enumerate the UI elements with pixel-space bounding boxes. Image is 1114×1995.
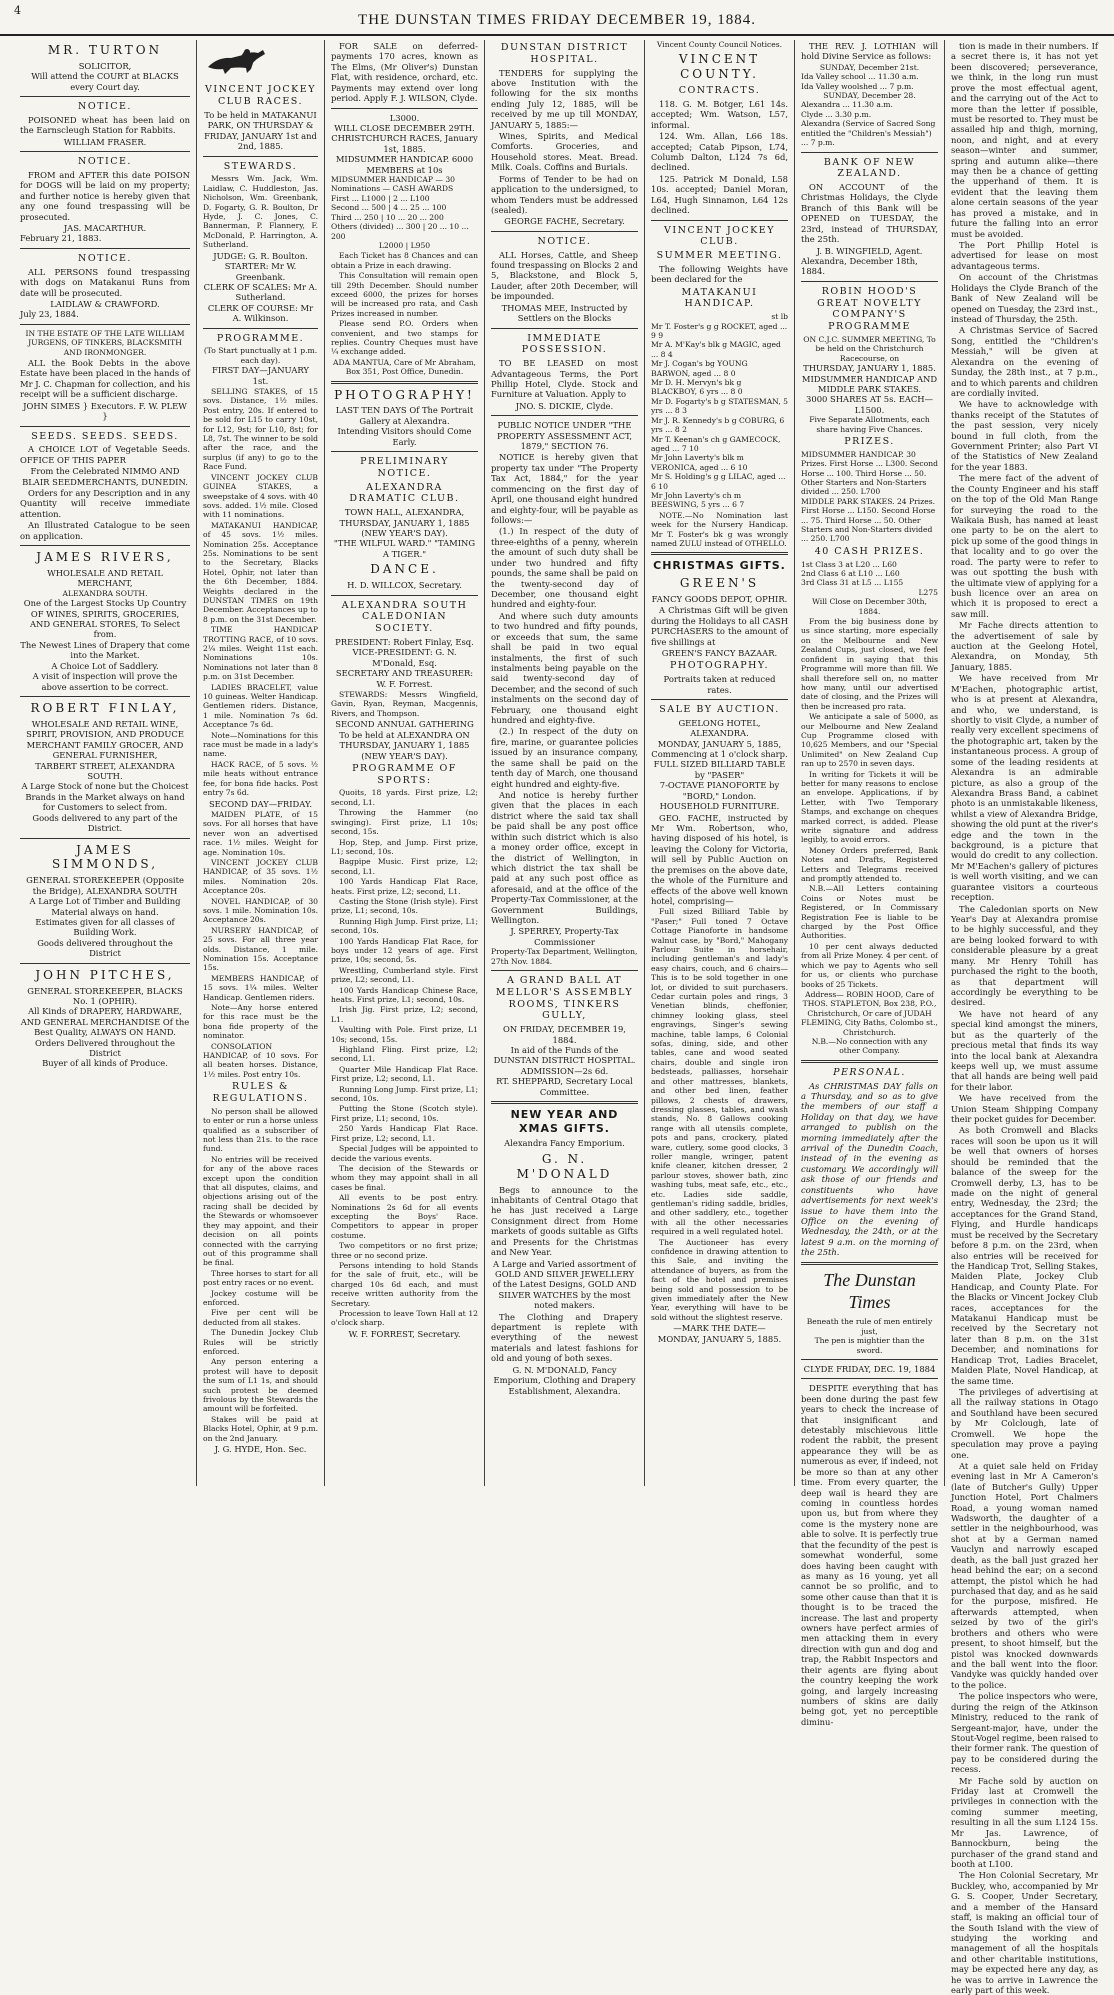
sunday-2: SUNDAY, December 28.	[823, 91, 916, 101]
turton-text: Will attend the COURT at BLACKS every Court day.	[31, 71, 179, 92]
rules-head: RULES & REGULATIONS.	[212, 1081, 309, 1105]
simmonds-estimates: Estimates given for all classes of Building Work.	[35, 916, 175, 938]
news-paragraph: The Port Phillip Hotel is advertised for lease on most advantageous terms.	[951, 240, 1098, 271]
news-paragraph: The mere fact of the advent of the County Engineer and his staff on the top of the Old Man Range for surveying the road to the Waikaia Bush, has named at least one party to be on the alert to pick up some of the good things in that locality and to go over the road. The party were to refer to was out spotting the bush with the ultimate view of applying for a bush licence over an area on which it is proposed to erect a saw mill.	[951, 473, 1098, 619]
day-2-head: SECOND DAY—FRIDAY.	[208, 798, 313, 809]
cal-vice: VICE-PRESIDENT: G. N. M'Donald, Esq.	[352, 647, 457, 668]
members-handicap: MEMBERS HANDICAP, of 15 sovs. 1¼ miles. Welter Handicap. Gentlemen riders.	[203, 973, 318, 1002]
finlay-name: ROBERT FINLAY,	[30, 701, 180, 715]
sport-11: Irish Jig. First prize, L2; second, L1.	[331, 1005, 478, 1024]
sweep-race: CHRISTCHURCH RACES, January 1st, 1885.	[331, 133, 478, 154]
weight-row: Mr D. Fogarty's b g STATESMAN, 5 yrs ... 8 3	[651, 396, 789, 416]
xmas-sign: G. N. M'DONALD, Fancy Emporium, Clothing and Drapery Establishment, Alexandra.	[493, 1364, 636, 1396]
weight-row: Mr S. Holding's g g LILAC, aged ... 6 10	[651, 472, 786, 491]
cal-sign: W. F. FORREST, Secretary.	[348, 1328, 461, 1339]
rivers-saddlery: A Choice Lot of Saddlery.	[51, 660, 159, 671]
dramatic-sign: H. D. WILLCOX, Secretary.	[347, 580, 462, 591]
cal-second: SECOND ANNUAL GATHERING To be held at ALEXANDRA ON THURSDAY, JANUARY 1, 1885 (NEW YEAR'S DAY).	[335, 719, 474, 761]
cal-judges: Special Judges will be appointed to decide the various events.	[331, 1144, 478, 1163]
page-number: 4	[14, 4, 21, 17]
xmas-emporium: Alexandra Fancy Emporium.	[504, 1138, 625, 1149]
dance: DANCE.	[370, 562, 439, 577]
town-hall: TOWN HALL, ALEXANDRA, THURSDAY, JANUARY 1, 1885 (NEW YEAR'S DAY).	[339, 507, 470, 539]
rule-1: No person shall be allowed to enter or run a horse unless qualified as a subscriber of not less than 21s. to the race fund.	[203, 1106, 318, 1154]
service-row: Alexandra ... 11.30 a.m.	[801, 100, 893, 110]
robin-allotments: Five Separate Allotments, each share having Five Chances.	[809, 415, 930, 434]
photo-sub: LAST TEN DAYS Of The Portrait Gallery at Alexandra.	[335, 405, 474, 426]
clerk-course: CLERK OF COURSE: Mr A. Wilkinson.	[207, 302, 314, 324]
simmonds-text: A Large Lot of Timber and Building Material always on hand.	[29, 896, 181, 917]
robin-text: From the big business done by us since starting, more especially on the Melbourne and New Zealand Cups, just closed, we feel confident in saying that this Programme will more than fill. We shall therefore sell on, no matter how many, until our advertised date of closing, and the Prizes will then be increased pro rata.	[801, 617, 938, 711]
robin-head: ROBIN HOOD'S GREAT NOVELTY COMPANY'S PROGRAMME	[817, 285, 922, 333]
fache-list: Full sized Billiard Table by "Paser;" Full toned 7 Octave Cottage Pianoforte in handsome walnut case, by "Bord," Mahogany Parlour Suite in horsehair, including gentleman's and lady's easy chairs, couch, and 6 chairs—This is to be sold together in one lot, or divided to suit purchasers. Cedar curtain poles and rings, 3 Venetian blinds, cheffonier, chimney looking glass, steel engravings, Singer's sewing machine, table lamps, 6 Colonial sofas, dining, side, and other tables, cane and wood seated chairs, double and single iron bedsteads, palliasses, horsehair and other mattresses, blankets, and other bed linen, feather pillows, 2 chests of drawers, dressing glasses, tables, and wash stands, No. 8 Gallows cooking range with all utensils complete, pots and pans, crockery, plated ware, cutlery, some good clocks, 3 roller mangle, wringer, patent knife cleaner, kitchen dresser, 2 parlour stoves, shower bath, zinc washing tubs, meat safe, etc., etc., etc. Ladies side saddle, gentleman's riding saddle, bridles, and other saddlery, etc., together with all the other necessaries required in a well regulated hotel.	[651, 907, 788, 1237]
pitches-name: JOHN PITCHES,	[35, 967, 175, 982]
personal-head: PERSONAL.	[833, 1066, 906, 1078]
simmonds-goods: Goods delivered throughout the District	[37, 937, 173, 959]
rule-5: Five per cent will be deducted from all stakes.	[203, 1308, 318, 1327]
rivers-text: One of the Largest Stocks Up Country OF WINES, SPIRITS, GROCERIES, AND GENERAL STORES, To Select from.	[23, 598, 187, 640]
news-paragraph: We have received from Mr M'Eachen, photographic artist, who is at present at Alexandra, and who, we understand, is shortly to visit Clyde, a number of really very excellent specimens of the photographic art, taken by the instantaneous process. A group of some of the leading residents at Alexandra is an admirable picture, as also a group of the Alexandra Brass Band, a cabinet photo is an unmistakable likeness, whilst a view of Alexandra Bridge, showing the old punt at the river's edge and the town in the background, is a picture that would do credit to any collection. Mr M'Eachen's gallery of pictures is well worth visiting, and we can guarantee visitors a courteous reception.	[951, 673, 1098, 903]
selling-stakes: SELLING STAKES, of 15 sovs. Distance, 1½ miles. Post entry, 20s. If entered to be sold for L15 to carry 10st, for L12, 9st; for L10, 8st; for L8, 7st. The winner to be sold after the race, and the surplus (if any) to go to the Race Fund.	[203, 387, 318, 472]
day-1-head: FIRST DAY—JANUARY 1st.	[212, 365, 309, 386]
robin-writing: In writing for Tickets it will be better for many reasons to enclose an envelope. Applications, if by Letter, with Two Temporary Stamps, and exchange on cheques marked correct, is added. Please write signature and address legibly, to avoid errors.	[801, 769, 938, 845]
notice-2-text: FROM and AFTER this date POISON for DOGS will be laid on my property; and further notice is hereby given that any one found trespassing will be prosecuted.	[20, 169, 190, 222]
weight-row: Mr J. Cogan's bg YOUNG BARWON, aged ... 8 0	[651, 359, 748, 378]
photography-text: Portraits taken at reduced rates.	[663, 674, 776, 695]
service-row: Ida Valley school ... 11.30 a.m.	[801, 72, 919, 82]
service-row: Ida Valley woolshed ... 7 p.m.	[801, 81, 914, 91]
sport-13: Highland Fling. First prize, L2; second, L1.	[331, 1045, 478, 1064]
rivers-name: JAMES RIVERS,	[36, 550, 174, 565]
sweep-sign: ADA MANTUA, Care of Mr Abraham, Box 351, Post Office, Dunedin.	[333, 357, 476, 377]
news-paragraph: The privileges of advertising at all the railway stations in Otago and Southland have been secured by Mr Colclough, late of Cromwell. We hope the speculation may prove a paying one.	[951, 1387, 1098, 1460]
notice-1-text: POISONED wheat has been laid on the Earnscleugh Station for Rabbits.	[20, 114, 190, 136]
sport-15: Running Long Jump. First prize, L1; second, 10s.	[331, 1084, 478, 1104]
contracts-head: CONTRACTS.	[678, 85, 761, 97]
robin-shares: 3000 SHARES AT 5s. EACH—L1500.	[806, 394, 933, 415]
motto-1: Beneath the rule of men entirely just,	[806, 1317, 933, 1336]
vincent-county-head: VINCENT COUNTY.	[678, 52, 761, 82]
vjc-head: VINCENT JOCKEY CLUB.	[664, 224, 775, 248]
weight-row: Mr J. R. Kennedy's b g COBURG, 6 yrs ... 8 2	[651, 415, 785, 435]
turton-name: MR. TURTON	[47, 43, 163, 57]
weight-row: Mr A. M'Kay's blk g MAGIC, aged ... 8 4	[651, 340, 781, 359]
newspaper-columns	[14, 40, 1104, 1995]
column-7	[944, 40, 1104, 1995]
weight-row: Mr John Laverty's blk m VERONICA, aged ... 6 10	[651, 453, 748, 472]
notice-3-sign: LAIDLAW & CRAWFORD.	[50, 298, 160, 309]
xmas-name: G. N. M'DONALD	[516, 1151, 613, 1181]
cal-president: PRESIDENT: Robert Finlay, Esq.	[335, 636, 474, 647]
pitches-buyer: Buyer of all kinds of Produce.	[42, 1058, 168, 1069]
robin-middle-park-prizes: MIDDLE PARK STAKES. 24 Prizes. First Horse ... L150. Second Horse ... 75. Third Horse ... 50. Other Starters and Non-Starters divided ... 250. L700	[801, 496, 936, 544]
sweep-first: First ... L1000 | 2 ... L100	[331, 193, 430, 203]
service-row: Alexandra (Service of Sacred Song entitled the "Children's Messiah") ... 7 p.m.	[801, 119, 936, 148]
bank-head: BANK OF NEW ZEALAND.	[823, 156, 916, 180]
sport-4: Bagpipe Music. First prize, L2; second, L1.	[331, 857, 478, 876]
weights-intro: The following Weights have been declared for the	[651, 263, 788, 285]
column-4	[484, 40, 644, 1486]
robin-cash-row: 2nd Class 6 at L10 ... L60	[801, 569, 900, 579]
weight-row: Mr T. Foster's g g ROCKET, aged ... 9 9	[651, 321, 788, 341]
news-paragraph: At a quiet sale held on Friday evening last in Mr A Cameron's (late of Butcher's Gully) Upper Junction Hotel, Port Chalmers Road, a young woman named Wadsworth, the daughter of a settler in the neighbourhood, was shot at by a German named Vauclyn and narrowly escaped death, as the ball just grazed her head behind the ear; on a second attempt, the pistol which he had purchased that day, and as he said for the purpose, misfired. He afterwards attempted, when seized by two of the girl's brothers and others who were present, to shoot himself, but the pistol was knocked downwards and the ball went into the floor. Vandyke was quickly handed over to the police.	[951, 1460, 1098, 1690]
possession-sign: JNO. S. DICKIE, Clyde.	[515, 400, 614, 411]
sport-9: Wrestling, Cumberland style. First prize, L2; second, L1.	[331, 965, 478, 985]
pitches-orders: Orders Delivered throughout the District	[35, 1037, 175, 1059]
clerk-scales: CLERK OF SCALES: Mr A. Sutherland.	[203, 281, 318, 303]
sweep-second: Second ... 500 | 4 ... 25 ... 100	[331, 203, 447, 213]
notice-3-head: NOTICE.	[78, 252, 132, 264]
finlay-text: A Large Stock of none but the Choicest Brands in the Market always on hand for Customers to select from.	[21, 781, 189, 813]
news-paragraph: Mr Fache sold by auction on Friday last at Cromwell the privileges in connection with the coming summer meeting, resulting in all the sum L124 15s. Mr Jas. Lawrence, of Bannockburn, being the purchaser of the grand stand and booth at L100.	[951, 1775, 1098, 1869]
cal-competitors: Two competitors or no first prize; three or no second prize.	[331, 1241, 478, 1260]
trespass-head: NOTICE.	[537, 235, 592, 247]
seeds-head: SEEDS. SEEDS. SEEDS.	[31, 430, 179, 442]
dramatic-club: ALEXANDRA DRAMATIC CLUB.	[349, 481, 460, 505]
sweep-amount: L3000.	[389, 112, 420, 123]
seeds-from: From the Celebrated NIMMO AND BLAIR SEEDMERCHANTS, DUNEDIN.	[22, 466, 188, 487]
hospital-items: Wines, Spirits, and Medical Comforts. Groceries, and Household stores. Meat. Bread. Milk. Coals. Coffins and Burials.	[491, 131, 638, 173]
notice-3-date: July 23, 1884.	[20, 309, 79, 320]
vjc-sign: J. G. HYDE, Hon. Sec.	[214, 1444, 307, 1455]
vjc-races-head: VINCENT JOCKEY CLUB RACES.	[205, 84, 316, 108]
prelim-notice: PRELIMINARY NOTICE.	[360, 456, 449, 479]
sport-5: 100 Yards Handicap Flat Race, heats. First prize, L2; second, L1.	[331, 877, 478, 896]
news-paragraph: The Caledonian sports on New Year's Day at Alexandra promise to be highly successful, and they are being looked forward to with considerable pleasure by a great many. Mr Henry Tohill has purchased the right to the booth, as that department will accordingly be everything to be desired.	[951, 903, 1098, 1008]
trespass-text: ALL Horses, Cattle, and Sheep found trespassing on Blocks 2 and 5, Blackstone, and Block 5, Lauder, after 20th December, will be impounded.	[491, 249, 638, 302]
notice-3-text: ALL PERSONS found trespassing with dogs on Matakanui Runs from date will be prosecuted.	[20, 266, 190, 298]
page-title: THE DUNSTAN TIMES FRIDAY DECEMBER 19, 1884.	[358, 12, 756, 28]
grand-ball-sign: RT. SHEPPARD, Secretary Local Committee.	[496, 1076, 633, 1097]
robin-money: Money Orders preferred, Bank Notes and Drafts, Registered Letters and Telegrams received and promptly attended to.	[801, 845, 938, 884]
robin-nb-2: N.B.—No connection with any other Company.	[811, 1036, 928, 1056]
sweep-total: L2000 | L950	[378, 240, 431, 250]
notice-1-head: NOTICE.	[78, 101, 132, 113]
weight-row: Mr John Laverty's ch m BEESWING, 5 yrs ... 6 7	[651, 490, 745, 510]
vjc-held: To be held in MATAKANUI PARK, ON THURSDAY & FRIDAY, JANUARY 1st and 2nd, 1885.	[204, 109, 317, 152]
column-2	[196, 40, 324, 1486]
contract-1: 118. G. M. Botger, L61 14s. accepted; Wm. Watson, L57, informal.	[651, 98, 788, 130]
novel-handicap: NOVEL HANDICAP, of 30 sovs. 1 mile. Nomination 10s. Acceptance 20s.	[203, 896, 318, 925]
hospital-text: TENDERS for supplying the above Institution with the following for the six months ending July 12, 1885, will be received by me up till MONDAY, JANUARY 5, 1885:—	[491, 67, 638, 130]
sport-7: Running High Jump. First prize, L1; second, 10s.	[331, 916, 478, 936]
grand-ball-aid: In aid of the Funds of the DUNSTAN DISTRICT HOSPITAL.	[493, 1045, 636, 1066]
sport-2: Throwing the Hammer (no swinging). First prize, L1 10s; second, 15s.	[331, 808, 478, 837]
consolation-handicap: CONSOLATION HANDICAP, of 10 sovs. For all beaten horses. Distance, 1½ miles. Post entry 10s.	[203, 1041, 318, 1079]
sweep-consult: This Consultation will remain open till 29th December. Should number exceed 6000, the prizes for horses will be increased pro rata, and Cash Prizes increased in number.	[331, 271, 478, 318]
news-paragraph: Mr Fache directs attention to the advertisement of sale by auction at the Geelong Hotel, Alexandra, on Monday, 5th January, 1885.	[951, 620, 1098, 672]
xmas-gifts-head: NEW YEAR AND XMAS GIFTS.	[510, 1108, 619, 1135]
hack-race: HACK RACE, of 5 sovs. ½ mile heats without entrance fee, for bona fide hacks. Post entry 7s 6d.	[203, 759, 318, 798]
seeds-orders: Orders for any Description and in any Quantity will receive immediate attention.	[20, 487, 190, 519]
guinea-stakes: VINCENT JOCKEY CLUB GUINEA STAKES, a sweepstake of 4 sovs. with 40 sovs. added. 1½ mile. Closed with 11 nominations.	[203, 472, 318, 520]
public-notice-2: And where such duty amounts to two hundred and fifty pounds, or exceeds that sum, the same shall be paid in two equal instalments, the first of such instalments being payable on the said twenty-second day of December, and the second of such instalments on the second day of February, one thousand eight hundred and eighty-five.	[491, 610, 638, 726]
bank-text: ON ACCOUNT of the Christmas Holidays, the Clyde Branch of this Bank will be OPENED on TUESDAY, the 23rd, instead of THURSDAY, the 25th.	[801, 182, 938, 245]
rivers-trade: WHOLESALE AND RETAIL MERCHANT,	[47, 567, 163, 589]
finlay-place: TARBERT STREET, ALEXANDRA SOUTH.	[35, 760, 175, 781]
seeds-catalogue: An Illustrated Catalogue to be seen on application.	[20, 520, 190, 541]
simmonds-name: JAMES SIMMONDS,	[51, 842, 159, 872]
sweep-closes: WILL CLOSE DECEMBER 29TH.	[334, 122, 475, 133]
note-2: Note—Any horse entered for this race must be the bona fide property of the nominator.	[203, 1003, 318, 1041]
vjc-handicap: VINCENT JOCKEY CLUB HANDICAP, of 35 sovs. 1½ miles. Nomination 20s. Acceptance 20s.	[203, 857, 318, 896]
motto-2: The pen is mightier than the sword.	[814, 1336, 925, 1355]
greens-bazaar: GREEN'S FANCY BAZAAR.	[661, 648, 778, 658]
grand-ball-admission: ADMISSION—2s 6d.	[520, 1065, 609, 1076]
robin-midsummer: MIDSUMMER HANDICAP AND MIDDLE PARK STAKES.	[801, 373, 938, 394]
sport-12: Vaulting with Pole. First prize, L1 10s; second, 15s.	[331, 1025, 478, 1044]
sweep-chance: Each Ticket has 8 Chances and can obtain a Prize in each drawing.	[331, 251, 478, 270]
public-notice-text: NOTICE is hereby given that property tax under "The Property Tax Act, 1884," for the year commencing on the first day of April, one thousand eight hundred and eighty-four, will be payable as follows:—	[491, 452, 638, 526]
lothian-head: THE REV. J. LOTHIAN will hold Divine Service as follows:	[801, 41, 938, 62]
possession-text: TO BE LEASED on most Advantageous Terms, the Port Phillip Hotel, Clyde. Stock and Furniture at Valuation. Apply to	[491, 358, 638, 400]
auction-head: SALE BY AUCTION.	[659, 704, 780, 716]
pitches-kinds: All Kinds of DRAPERY, HARDWARE, AND GENERAL MERCHANDISE Of the Best Quality, ALWAYS ON HAND.	[20, 1006, 190, 1038]
final-date: MONDAY, JANUARY 5, 1885.	[657, 1333, 782, 1344]
cal-stewards-final: The decision of the Stewards or whom they may appoint shall in all cases be final.	[331, 1163, 478, 1192]
sweep-send: Please send P.O. Orders when convenient, and two stamps for replies. Country Cheques must have ¼ exchange added.	[331, 319, 478, 357]
grand-ball-head: A GRAND BALL AT MELLOR'S ASSEMBLY ROOMS, TINKERS GULLY,	[495, 975, 634, 1022]
greens-head: GREEN'S	[679, 576, 760, 591]
robin-cash-row: 3rd Class 31 at L5 ... L155	[801, 578, 904, 588]
judge: JUDGE: G. R. Boulton.	[213, 250, 308, 261]
notice-2-head: NOTICE.	[78, 156, 132, 168]
public-notice-dept: Property-Tax Department, Wellington, 27th Nov. 1884.	[491, 947, 638, 966]
auction-date: MONDAY, JANUARY 5, 1885,	[657, 738, 782, 749]
sweep-third: Third ... 250 | 10 ... 20 ... 200	[331, 212, 444, 222]
rule-2: No entries will be received for any of the above races except upon the condition that all disputes, claims, and objections arising out of the racing shall be decided by the Stewards or whomsoever they may appoint, and their decision on all points connected with the carrying out of this programme shall be final.	[203, 1154, 318, 1268]
news-paragraph: tion is made in their numbers. If a secret there is, it has not yet been discovered; perseverance, we think, in the long run must prove the most effectual agent, and the carrying out of the Act to more than the letter if possible, must be resorted to. They must be assailed hip and thigh, morning, noon, and night, and at every season—winter and summer, spring and autumn alike—there may then be a chance of getting the upperhand of them. It is evident that the leaving them alone certain seasons of the year has proved a mistake, and in future the falling into an error must be avoided.	[951, 41, 1098, 239]
robin-prizes: PRIZES.	[844, 436, 895, 448]
hospital-forms: Forms of Tender to be had on application to the undersigned, to whom Tenders must be addressed (sealed).	[491, 173, 638, 216]
robin-on: ON C.J.C. SUMMER MEETING, To be held on the Christchurch Racecourse, on	[803, 334, 936, 363]
weight-row: Mr T. Keenan's ch g GAMECOCK, aged ... 7 10	[651, 434, 781, 453]
sport-6: Casting the Stone (Irish style). First prize, L1; second, 10s.	[331, 896, 478, 916]
robin-cash-head: 40 CASH PRIZES.	[814, 545, 925, 557]
bank-date: Alexandra, December 18th, 1884.	[801, 255, 918, 277]
public-notice-1: (1.) In respect of the duty of three-eighths of a penny, wherein the amount of such duty shall be under two hundred and fifty pounds, the same shall be paid on the twenty-second day of December, one thousand eight hundred and eighty-four.	[491, 526, 638, 610]
matakanui-head: MATAKANUI HANDICAP.	[681, 286, 758, 310]
robin-midsummer-prizes: MIDSUMMER HANDICAP. 30 Prizes. First Horse ... L300. Second Horse ... 100. Third Horse ... 50. Other Starters and Non-Starters divided ... 250. L700	[801, 449, 938, 497]
programme-head: PROGRAMME.	[216, 332, 305, 344]
estate-head: IN THE ESTATE OF THE LATE WILLIAM JURGENS, OF TINKERS, BLACKSMITH AND IRONMONGER.	[25, 328, 185, 357]
sunday-1: SUNDAY, December 21st.	[819, 62, 920, 72]
cal-entries: All events to be post entry. Nominations 2s 6d for all events excepting the Boys' Race. Competitors to appear in proper costume.	[331, 1193, 478, 1240]
household-furniture: HOUSEHOLD FURNITURE.	[659, 801, 780, 812]
news-paragraph: We have not heard of any special kind amongst the miners, but as the quarterly of the precious metal that finds its way into the local bank at Alexandra keeps well up, we must assume that all hands are being well paid for their labor.	[951, 1008, 1098, 1092]
stewards-head: STEWARDS.	[223, 160, 298, 172]
public-notice-3: (2.) In respect of the duty on fire, marine, or guarantee policies issued by an insurance company, the same shall be paid on the tenth day of March, one thousand eight hundred and eighty-five.	[491, 726, 638, 789]
robin-close: Will Close on December 30th, 1884.	[812, 597, 927, 616]
rule-3: Three horses to start for all post entry races or no event.	[203, 1268, 318, 1288]
hospital-sign: GEORGE FACHE, Secretary.	[504, 216, 625, 227]
possession-head: IMMEDIATE POSSESSION.	[521, 332, 608, 356]
news-paragraph: On account of the Christmas Holidays the Clyde Branch of the Bank of New Zealand will be opened on Tuesday, the 23rd inst., instead of Thursday, the 25th.	[951, 272, 1098, 324]
news-paragraph: We have received from the Union Steam Shipping Company their pocket guides for December.	[951, 1093, 1098, 1125]
weight-row: Mr D. H. Mervyn's bk g BLACKBOY, 6 yrs ... 8 0	[651, 378, 743, 397]
rule-7: Any person entering a protest will have to deposit the sum of L1 1s, and should such protest be deemed frivolous by the Stewards the amount will be forfeited.	[203, 1357, 318, 1414]
sweep-nominations: MIDSUMMER HANDICAP — 30 Nominations — CASH AWARDS	[331, 175, 456, 194]
service-row: Clyde ... 3.30 p.m.	[801, 109, 872, 119]
xmas-dept: The Clothing and Drapery department is replete with everything of the newest materials and latest fashions for old and young of both sexes.	[491, 1311, 638, 1364]
pitches-trade: GENERAL STOREKEEPER, BLACKS No. 1 (OPHIR).	[27, 985, 183, 1006]
christmas-gifts-head: CHRISTMAS GIFTS.	[653, 559, 786, 573]
photography-head: PHOTOGRAPHY.	[670, 660, 769, 672]
ladies-bracelet: LADIES BRACELET, value 10 guineas. Welter Handicap. Gentlemen riders. Distance, 1 mile. Nomination 7s 6d. Acceptance 7s 6d.	[203, 682, 318, 730]
sweep-others: Others (divided) ... 300 | 20 ... 10 ... 200	[331, 222, 469, 241]
public-notice-head: PUBLIC NOTICE UNDER "THE PROPERTY ASSESSMENT ACT, 1879," SECTION 76.	[496, 420, 633, 452]
news-paragraph: As both Cromwell and Blacks races will soon be upon us it will be well that owners of horses should be reminded that the balance of the sweep for the Cromwell derby, L3, has to be made on the night of general entry, Wednesday, the 23rd; the acceptances for the Grand Stand, Flying, and Hurdle handicaps must be received by the Secretary before 8 p.m. on the 23rd, when also entries will be received for the Handicap Trot, Selling Stakes, Maiden Plate, Jockey Club Handicap, and County Plate. For the Blacks or Vincent Jockey Club races, acceptances for the Matakanui Handicap must be received by the Secretary not later than 8 p.m. on the 31st December, and nominations for Handicap Trot, Ladies Bracelet, Maiden Plate, Novel Handicap, at the same time.	[951, 1125, 1098, 1386]
news-paragraph: We have to acknowledge with thanks receipt of the Statutes of the past session, very nicely bound in full cloth, from the Government Printer; also Part VI of the Statistics of New Zealand for the year 1883.	[951, 399, 1098, 472]
greens-text: A Christmas Gift will be given during the Holidays to all CASH PURCHASERS to the amount of five shillings at	[651, 605, 788, 647]
masthead	[0, 0, 1114, 36]
rivers-drapery: The Newest Lines of Drapery that come into the Market.	[20, 639, 190, 661]
fache-confidence: The Auctioneer has every confidence in drawing attention to this Sale, and inviting the attendance of buyers, as from the fact of the hotel and premises being sold and possession to be given immediately after the New Year, everything will have to be sold without the slightest reserve.	[651, 1237, 788, 1322]
robin-address: Address— ROBIN HOOD, Care of THOS. STAPLETON, Box 238, P.O., Christchurch, Or care of JUDAH FLEMING, City Baths, Colombo st., Christchurch.	[801, 989, 938, 1037]
column-1	[14, 40, 196, 1486]
sport-17: 250 Yards Handicap Flat Race. First prize, L2; second, L1.	[331, 1124, 478, 1143]
sport-8: 100 Yards Handicap Flat Race, for boys under 12 years of age. First prize, 10s; second, 5s.	[331, 936, 478, 965]
robin-ten: 10 per cent always deducted from all Prize Money. 4 per cent. of which we pay to Agents who sell for us, or clients who purchase books of 25 Tickets.	[801, 941, 938, 989]
news-paragraph: A Christmas Service of Sacred Song, entitled the "Children's Messiah," will be given at Alexandra on the evening of Sunday, the 28th inst., at 7 p.m., and to which parents and children are cordially invited.	[951, 325, 1098, 398]
public-notice-4: And notice is hereby further given that the places in each district where the said tax shall be paid shall be any post office within such district which is also a money order office, except in the district of Wellington, in which district the tax shall be paid at any such post office as aforesaid, and at the office of the Property-Tax Commissioner, at the Government Buildings, Wellington.	[491, 789, 638, 926]
nursery-handicap: NURSERY HANDICAP, of 25 sovs. For all three year olds. Distance, 1 mile. Nomination 15s. Acceptance 15s.	[203, 925, 318, 973]
auction-hotel: GEELONG HOTEL, ALEXANDRA.	[678, 717, 761, 739]
sweep-handicap: MIDSUMMER HANDICAP. 6000 MEMBERS at 10s	[335, 154, 474, 175]
public-notice-sign: J. SPERREY, Property-Tax Commissioner	[510, 926, 619, 947]
programme-start: (To Start punctually at 1 p.m. each day).	[203, 346, 318, 365]
notice-2-sign: JAS. MACARTHUR.	[63, 223, 147, 234]
finlay-trade: WHOLESALE AND RETAIL WINE, SPIRIT, PROVISION, AND PRODUCE MERCHANT FAMILY GROCER, AND GENERAL FURNISHER,	[26, 718, 184, 761]
rule-6: The Dunedin Jockey Club Rules will be strictly enforced.	[203, 1328, 318, 1356]
dateline: CLYDE FRIDAY, DEC. 19, 1884	[803, 1363, 936, 1374]
racehorse-illustration	[203, 43, 273, 77]
council-head: Vincent County Council Notices.	[656, 40, 783, 49]
contract-2: 124. Wm. Allan, L66 18s. accepted; Catab Pipson, L74, Columb Dalton, L124 7s 6d, declined.	[651, 131, 788, 173]
cal-secretary: SECRETARY AND TREASURER: W. F. Forrest.	[335, 668, 474, 689]
rule-4: Jockey costume will be enforced.	[203, 1288, 318, 1307]
nomination-note: NOTE.—No Nomination last week for the Nursery Handicap. Mr T. Foster's bk g was wrongly named ZULU instead of OTHELLO.	[651, 510, 788, 548]
seeds-text: A CHOICE LOT of Vegetable Seeds. OFFICE OF THIS PAPER	[20, 444, 190, 465]
matakanui-handicap: MATAKANUI HANDICAP, of 45 sovs. 1½ miles. Nomination 25s. Acceptance 25s. Nominations to be sent to the Secretary, Blacks Hotel, Ophir, not later than the 6th December, 1884. Weights declared in the DUNSTAN TIMES on 19th December. Acceptances up to 8 p.m. on the 31st December.	[203, 520, 318, 624]
simmonds-trade: GENERAL STOREKEEPER (Opposite the Bridge), ALEXANDRA SOUTH	[26, 875, 184, 896]
sale-elms: FOR SALE on deferred-payments 170 acres, known as The Elms, (Mr Oliver's) Dunstan Flat, with residence, orchard, etc. Payments may extend over long period. Apply F. J. WILSON, Clyde.	[331, 41, 478, 104]
cal-stands: Persons intending to hold Stands for the sale of fruit, etc., will be charged 10s 6d each, and must receive written authority from the Secretary.	[331, 1260, 478, 1308]
hospital-head: DUNSTAN DISTRICT HOSPITAL.	[500, 42, 629, 65]
rivers-place: ALEXANDRA SOUTH.	[62, 588, 148, 598]
contract-3: 125. Patrick M Donald, L58 10s. accepted; Daniel Moran, L64, Hugh Sinnamon, L64 12s declined.	[651, 173, 788, 216]
sport-16: Putting the Stone (Scotch style). First prize, L1; second, 10s.	[331, 1104, 478, 1123]
trotting-race: TIME HANDICAP TROTTING RACE, of 10 sovs. 2¼ miles. Weight 11st each. Nominations 10s. Nominations not later than 8 p.m. on 31st December.	[203, 625, 318, 682]
robin-date: THURSDAY, JANUARY 1, 1885.	[803, 363, 936, 374]
robin-anticipate: We anticipate a sale of 5000, as our Melbourne and New Zealand Cup Programme closed with 10,625 Members, and our "Special Unlimited" on New Zealand Cup ran up to 2570 in seven days.	[801, 712, 938, 769]
editorial-text: DESPITE everything that has been done during the past few years to check the increase of that insignificant and detestably mischievous little rodent the rabbit, the present appearance they will be as numerous as ever, if indeed, not be more so than at any other time. From every quarter, the deep wail is heard they are coming in countless hordes upon us, but from where they come is the mystery none are able to solve. It is perfectly true that the fecundity of the pest is somewhat wonderful, some does having been caught with as many as 16 young, yet all cannot be so prolific, and to some other cause than that it is thought is to be traced the increase. The last and property owners have perfect armies of men attacking them in every direction with gun and dog and trap, the Rabbit Inspectors and their agents are flying about the country keeping the work going, and largely increasing numbers of skins are daily being got, yet no perceptible diminu-	[801, 1383, 938, 1727]
stewards-list: Messrs Wm. Jack, Wm. Laidlaw, C. Huddleston, Jas. Nicholson, Wm. Greenbank, D. Fogarty, G. R. Boulton, Dr Hyde, J. C. Jones, C. Bannerman, P. Flannery, F. McDonald, P. Harrington, A. Sutherland.	[203, 174, 318, 250]
estate-text: ALL the Book Debts in the above Estate have been placed in the hands of Mr J. C. Chapman for collection, and his receipt will be a sufficient discharge.	[20, 357, 190, 400]
summer-meeting: SUMMER MEETING.	[656, 250, 783, 262]
robin-cash-total: L275	[918, 587, 938, 597]
cal-programme: PROGRAMME OF SPORTS:	[352, 762, 457, 786]
sport-1: Quoits, 18 yards. First prize, L2; second, L1.	[331, 788, 478, 807]
column-5	[644, 40, 794, 1486]
rivers-visit: A visit of inspection will prove the above assertion to be correct.	[32, 671, 178, 692]
xmas-text: Begs to announce to the inhabitants of Central Otago that he has just received a Large Consignment direct from Home markets of goods suitable as Gifts and Presents for the Christmas and New Year.	[491, 1184, 638, 1258]
greens-sub: FANCY GOODS DEPOT, OPHIR.	[651, 593, 788, 604]
notice-1-sign: WILLIAM FRASER.	[63, 136, 147, 147]
sport-14: Quarter Mile Handicap Flat Race. First prize, L2; second, L1.	[331, 1064, 478, 1084]
xmas-assortment: A Large and Varied assortment of GOLD AND SILVER JEWELLERY of the Latest Designs, GOLD AND SILVER WATCHES by the most noted makers.	[492, 1258, 637, 1311]
column-3	[324, 40, 484, 1486]
finlay-goods: Goods delivered to any part of the District.	[32, 812, 178, 834]
photo-text: Intending Visitors should Come Early.	[337, 426, 472, 447]
rule-8: Stakes will be paid at Blacks Hotel, Ophir, at 9 p.m. on the 2nd January.	[203, 1414, 318, 1443]
note-1: Note—Nominations for this race must be made in a lady's name.	[203, 730, 318, 759]
plays: "THE WILFUL WARD." "TAMING A TIGER."	[333, 538, 476, 559]
starter: STARTER: Mr W. Greenbank.	[224, 261, 297, 282]
maiden-plate: MAIDEN PLATE, of 15 sovs. For all horses that have never won an advertised race. 1½ miles. Weight for age. Nomination 10s.	[203, 809, 318, 857]
cal-procession: Procession to leave Town Hall at 12 o'clock sharp.	[331, 1309, 478, 1328]
mark-date: —MARK THE DATE—	[673, 1323, 766, 1334]
trespass-sign: THOMAS MEE, Instructed by Settlers on the Blocks	[501, 302, 628, 324]
caledonian-head: ALEXANDRA SOUTH CALEDONIAN SOCIETY.	[341, 599, 468, 635]
paper-name: The Dunstan Times	[823, 1269, 916, 1312]
notice-2-date: February 21, 1883.	[20, 233, 102, 244]
sport-10: 100 Yards Handicap Chinese Race, heats. First prize, L1; second, 10s.	[331, 985, 478, 1004]
news-paragraph: The police inspectors who were, during the reign of the Atkinson Ministry, reduced to the rank of Sergeant-major, have, under the Stout-Vogel regime, been raised to their former rank. The question of pay to be considered during the recess.	[951, 1691, 1099, 1775]
robin-cash-row: 1st Class 3 at L20 ... L60	[801, 559, 897, 569]
sport-3: Hop, Step, and Jump. First prize, L1; second, 10s.	[331, 837, 478, 856]
billiard-table: FULL SIZED BILLIARD TABLE by "PASER"	[653, 759, 786, 780]
grand-ball-date: ON FRIDAY, DECEMBER 19, 1884.	[503, 1024, 626, 1045]
bank-sign: J. B. WINGFIELD, Agent.	[816, 245, 923, 256]
photo-head: PHOTOGRAPHY!	[334, 387, 475, 402]
robin-nb: N.B.—All Letters containing Coins or Notes must be Registered, or In Commissary Registration Fee is liable to be charged by the Post Office Authorities.	[801, 884, 938, 941]
personal-text: As CHRISTMAS DAY falls on a Thursday, and so as to give the members of our staff a Holiday on that day, we have arranged to publish on the morning immediately after the arrival of the Dunedin Coach, instead of in the evening as customary. We accordingly will ask those of our friends and constituents who have advertisements for next week's issue to have them into the Office on the evening of Wednesday, the 24th, or at the latest 9 a.m. on the morning of the 25th.	[801, 1080, 938, 1258]
turton-role: SOLICITOR,	[78, 60, 132, 71]
news-paragraph: The Hon Colonial Secretary, Mr Buckley, who, accompanied by Mr G. S. Cooper, Under Secretary, and a member of the Hansard staff, is making an official tour of the South Island with the view of studying the working and management of all the hospitals and other charitable institutions, may be expected here any day, as he was to arrive in Lawrence the early part of this week.	[951, 1870, 1098, 1995]
column-6	[794, 40, 944, 1727]
estate-sign: JOHN SIMES } Executors. F. W. PLEW }	[23, 400, 187, 422]
cal-stewards: STEWARDS: Messrs Wingfield, Gavin, Ryan, Reyman, Macgennis, Rivers, and Thompson.	[331, 690, 478, 718]
weights-unit: st lb	[771, 312, 788, 322]
auction-time: Commencing at 1 o'clock sharp.	[651, 749, 788, 760]
fache-text: GEO. FACHE, instructed by Mr Wm. Robertson, who, having disposed of his hotel, is leaving the Colony for Victoria, will sell by Public Auction on the premises on the above date, the whole of the Furniture and effects of the above well known hotel, comprising—	[651, 812, 788, 906]
pianoforte: 7-OCTAVE PIANOFORTE by "BORD," London.	[659, 780, 780, 801]
